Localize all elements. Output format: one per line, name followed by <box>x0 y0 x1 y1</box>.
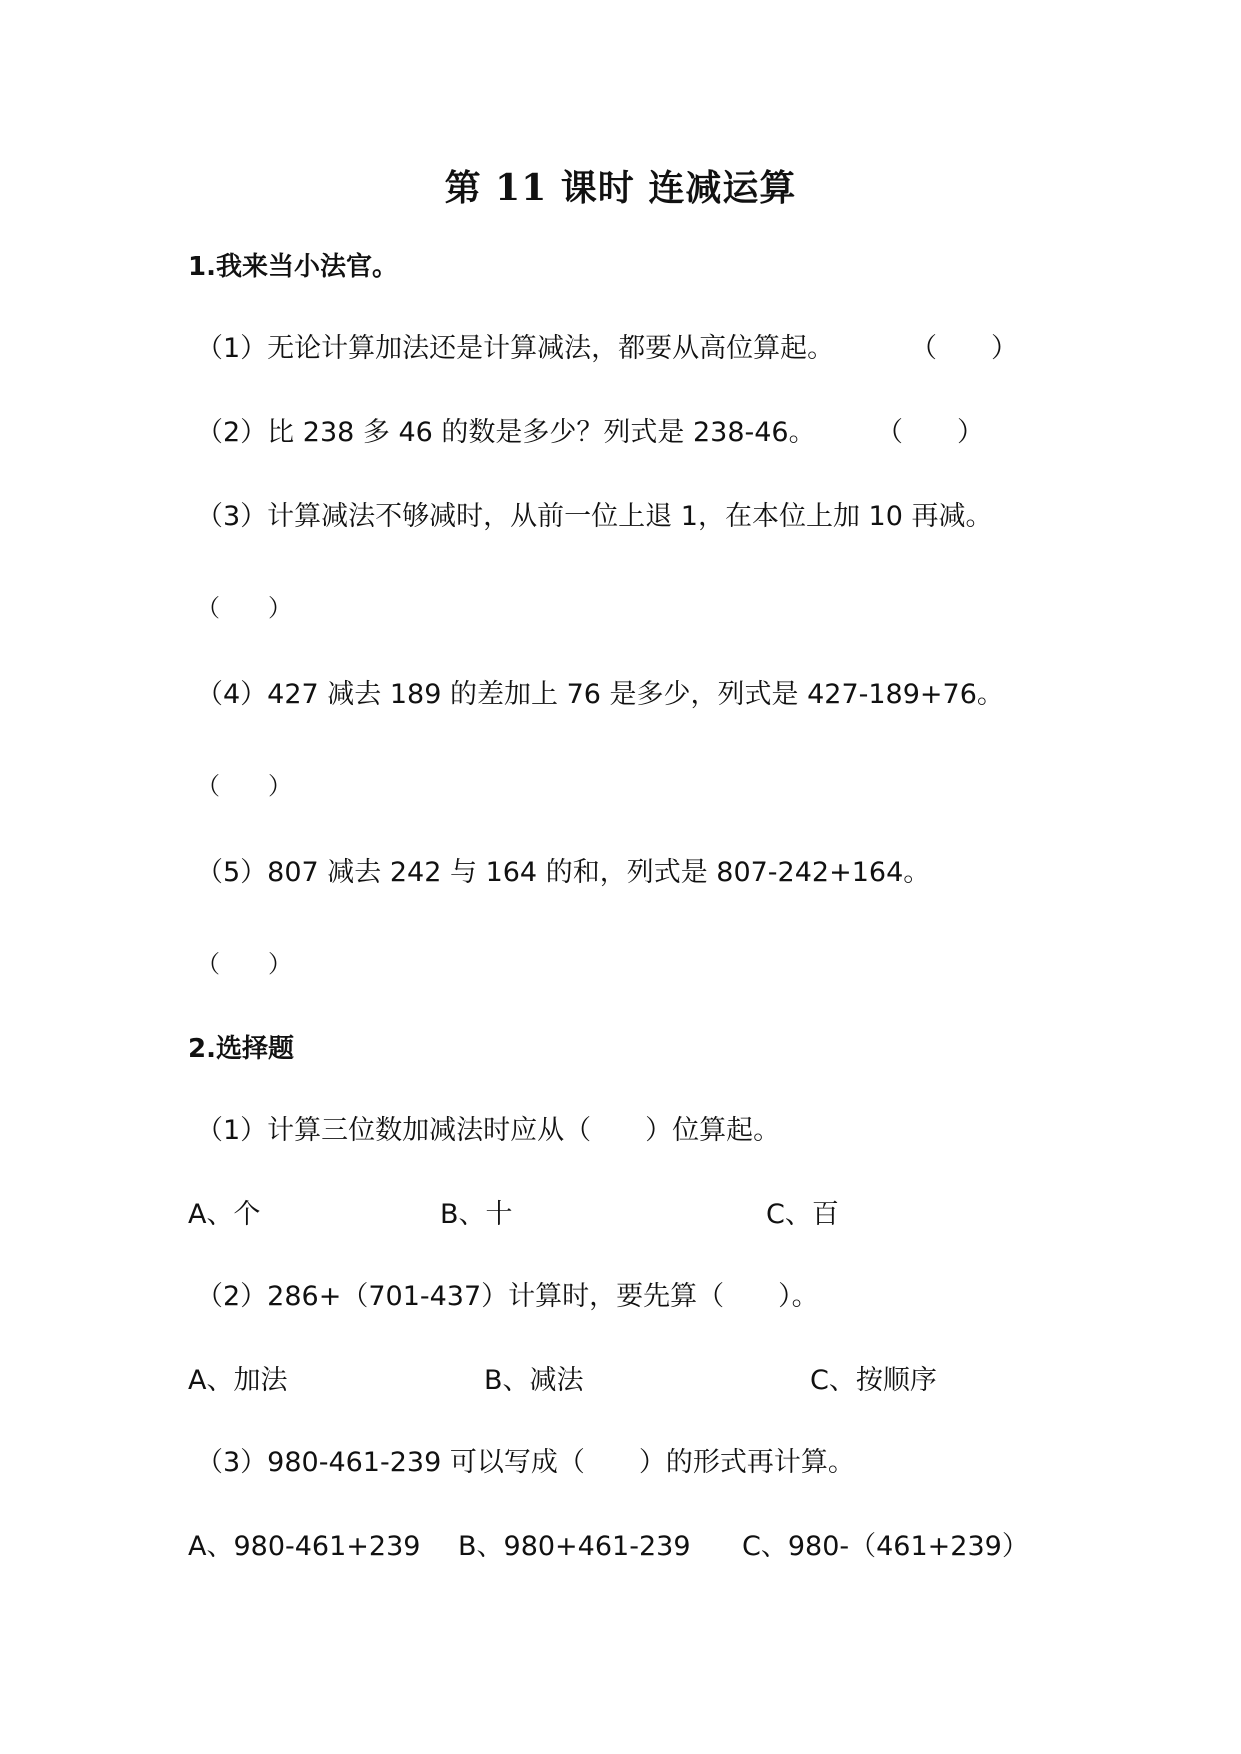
choice-2-option-b[interactable]: B、减法 <box>484 1365 584 1396</box>
judge-item-5 <box>196 850 930 889</box>
choice-2-option-c[interactable]: C、按顺序 <box>810 1365 937 1396</box>
judge-item-1 <box>196 326 834 365</box>
judge-item-2-text: （2）比 238 多 46 的数是多少？列式是 238-46。 <box>196 417 816 448</box>
choice-1-option-b[interactable]: B、十 <box>440 1199 513 1230</box>
judge-item-1-answer-blank[interactable]: （ ） <box>910 333 1018 364</box>
judge-item-5-answer-blank[interactable]: （ ） <box>196 950 292 978</box>
choice-2-option-a[interactable]: A、加法 <box>188 1365 288 1396</box>
section1-heading: 1.我来当小法官。 <box>188 252 398 282</box>
choice-question-3: （3）980-461-239 可以写成（ ）的形式再计算。 <box>196 1447 855 1478</box>
judge-item-1-text: （1）无论计算加法还是计算减法，都要从高位算起。 <box>196 333 835 364</box>
judge-item-2 <box>196 410 816 449</box>
choice-3-option-b[interactable]: B、980+461-239 <box>458 1531 691 1562</box>
judge-item-5-text: （5）807 减去 242 与 164 的和，列式是 807-242+164。 <box>196 857 931 888</box>
page-title: 第 11 课时 连减运算 <box>444 167 797 209</box>
judge-item-3-text: （3）计算减法不够减时，从前一位上退 1，在本位上加 10 再减。 <box>196 501 993 532</box>
judge-item-4-answer-blank[interactable]: （ ） <box>196 772 292 800</box>
choice-question-1: （1）计算三位数加减法时应从（ ）位算起。 <box>196 1115 781 1146</box>
choice-3-option-a[interactable]: A、980-461+239 <box>188 1531 421 1562</box>
choice-question-2: （2）286+（701-437）计算时，要先算（ ）。 <box>196 1281 819 1312</box>
choice-3-option-c[interactable]: C、980-（461+239） <box>742 1531 1029 1562</box>
choice-1-option-c[interactable]: C、百 <box>766 1199 839 1230</box>
judge-item-4 <box>196 672 1004 711</box>
judge-item-4-text: （4）427 减去 189 的差加上 76 是多少，列式是 427-189+76。 <box>196 679 1004 710</box>
judge-item-2-answer-blank[interactable]: （ ） <box>876 417 984 448</box>
judge-item-3 <box>196 494 992 533</box>
choice-1-option-a[interactable]: A、个 <box>188 1199 261 1230</box>
judge-item-3-answer-blank[interactable]: （ ） <box>196 594 292 622</box>
section2-heading: 2.选择题 <box>188 1034 294 1064</box>
